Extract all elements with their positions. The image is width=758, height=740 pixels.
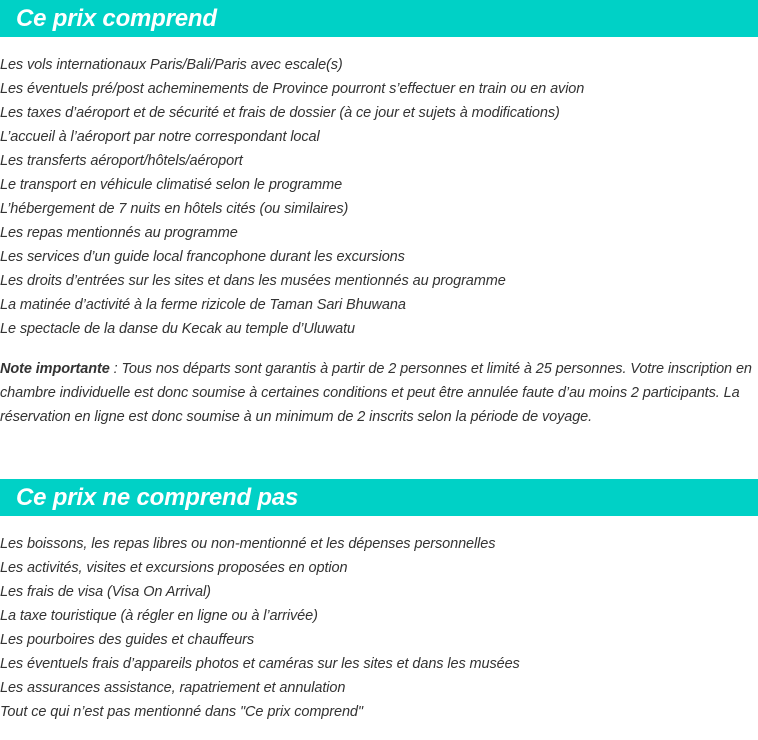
excluded-items-list <box>0 532 758 724</box>
included-item: Les services d’un guide local francophone durant les excursions <box>0 249 405 265</box>
excluded-item: Les boissons, les repas libres ou non-mentionné et les dépenses personnelles <box>0 536 496 552</box>
included-item: Les éventuels pré/post acheminements de Province pourront s’effectuer en train ou en avion <box>0 81 585 97</box>
important-note-label: Note importante <box>0 361 110 377</box>
included-item: Les vols internationaux Paris/Bali/Paris avec escale(s) <box>0 57 343 73</box>
excluded-section-title: Ce prix ne comprend pas <box>16 484 299 511</box>
important-note-text: : Tous nos départs sont garantis à partir de 2 personnes et limité à 25 personnes. Votre inscription en chambre individuelle est donc soumise à certaines conditions et peut être annulée faute d’au moins 2 participants. La réservation en ligne est donc soumise à un minimum de 2 inscrits selon la période de voyage. <box>0 361 752 425</box>
included-items-list <box>0 53 758 341</box>
excluded-item: Les pourboires des guides et chauffeurs <box>0 632 255 648</box>
included-item: La matinée d’activité à la ferme rizicole de Taman Sari Bhuwana <box>0 297 406 313</box>
excluded-item: La taxe touristique (à régler en ligne ou à l’arrivée) <box>0 608 318 624</box>
included-section-header <box>0 0 758 37</box>
included-item: L’hébergement de 7 nuits en hôtels cités (ou similaires) <box>0 201 349 217</box>
excluded-item: Les activités, visites et excursions proposées en option <box>0 560 348 576</box>
included-item: Les transferts aéroport/hôtels/aéroport <box>0 153 243 169</box>
included-item: Le spectacle de la danse du Kecak au temple d’Uluwatu <box>0 321 356 337</box>
included-item: Les droits d’entrées sur les sites et dans les musées mentionnés au programme <box>0 273 506 289</box>
excluded-item: Les frais de visa (Visa On Arrival) <box>0 584 211 600</box>
important-note <box>0 357 752 429</box>
included-item: L’accueil à l’aéroport par notre correspondant local <box>0 129 320 145</box>
excluded-item: Les assurances assistance, rapatriement et annulation <box>0 680 346 696</box>
included-section-title: Ce prix comprend <box>16 5 217 32</box>
included-item: Les repas mentionnés au programme <box>0 225 238 241</box>
excluded-item: Les éventuels frais d’appareils photos et caméras sur les sites et dans les musées <box>0 656 520 672</box>
excluded-item: Tout ce qui n’est pas mentionné dans "Ce prix comprend" <box>0 704 363 720</box>
included-item: Les taxes d’aéroport et de sécurité et frais de dossier (à ce jour et sujets à modifications) <box>0 105 560 121</box>
included-item: Le transport en véhicule climatisé selon le programme <box>0 177 343 193</box>
excluded-section-header <box>0 479 758 516</box>
